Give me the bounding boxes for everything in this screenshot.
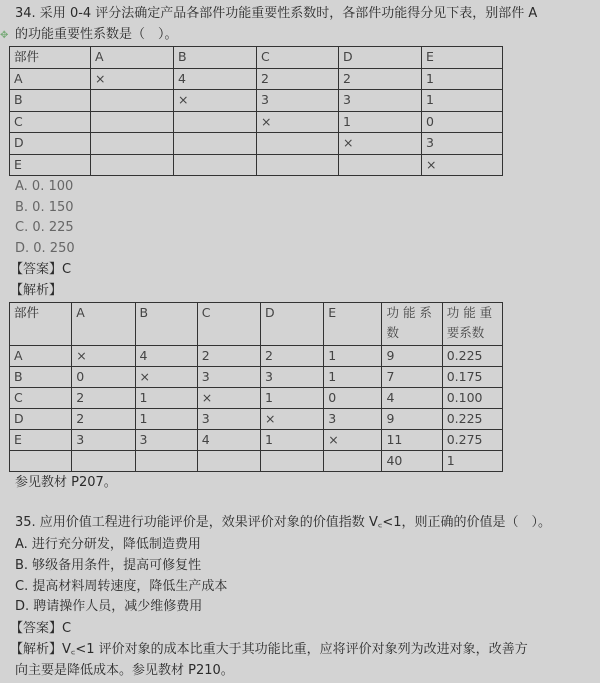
q35-analysis-line2: 向主要是降低成本。参见教材 P210。 <box>15 663 234 678</box>
table-header-row <box>10 47 503 69</box>
table-cell: × <box>197 388 260 409</box>
table-cell: × <box>422 154 503 176</box>
table-cell: 3 <box>339 90 422 112</box>
table-cell: E <box>422 47 503 69</box>
table-row <box>10 111 503 133</box>
table-row <box>10 133 503 155</box>
table-cell: 3 <box>197 409 260 430</box>
table-cell: × <box>135 367 197 388</box>
table-cell: 4 <box>382 388 442 409</box>
table-cell <box>91 111 174 133</box>
table-cell: C <box>197 303 260 346</box>
table-cell: 3 <box>197 367 260 388</box>
q34-analysis-label: 【解析】 <box>10 283 63 298</box>
q35-option-d: D. 聘请操作人员，减少维修费用 <box>15 599 203 614</box>
table-cell: B <box>174 47 257 69</box>
q34-option-b: B. 0. 150 <box>15 200 74 215</box>
table-cell: 4 <box>174 68 257 90</box>
table-row <box>10 451 503 472</box>
table-cell: 0 <box>422 111 503 133</box>
q34-option-d: D. 0. 250 <box>15 241 75 256</box>
table-cell: 2 <box>197 346 260 367</box>
q35-option-c: C. 提高材料周转速度，降低生产成本 <box>15 579 228 594</box>
table-cell: 功 能 重要系数 <box>442 303 502 346</box>
table-cell <box>197 451 260 472</box>
table-cell <box>91 154 174 176</box>
table-cell: 部件 <box>10 47 91 69</box>
table-cell: B <box>10 367 72 388</box>
q34-reference: 参见教材 P207。 <box>15 475 117 490</box>
table-cell: C <box>10 111 91 133</box>
table-cell: A <box>91 47 174 69</box>
table-cell: × <box>339 133 422 155</box>
table-cell: × <box>257 111 339 133</box>
table-cell: 0.275 <box>442 430 502 451</box>
table-cell: 0.225 <box>442 409 502 430</box>
table-cell: E <box>324 303 382 346</box>
table-cell <box>324 451 382 472</box>
table-move-handle-icon[interactable]: ✥ <box>0 30 9 41</box>
table-cell: 0 <box>72 367 135 388</box>
table-cell: × <box>72 346 135 367</box>
table-row <box>10 90 503 112</box>
table-cell <box>174 133 257 155</box>
table-cell: E <box>10 154 91 176</box>
table-cell: 3 <box>324 409 382 430</box>
table-cell: 7 <box>382 367 442 388</box>
table-cell: D <box>261 303 324 346</box>
table-cell: 4 <box>135 346 197 367</box>
table-cell: 9 <box>382 409 442 430</box>
table-cell: 40 <box>382 451 442 472</box>
table-row <box>10 68 503 90</box>
table-cell <box>261 451 324 472</box>
table-cell: 9 <box>382 346 442 367</box>
table-cell: B <box>135 303 197 346</box>
table-cell <box>91 133 174 155</box>
table-cell: × <box>261 409 324 430</box>
table-cell: 部件 <box>10 303 72 346</box>
table-cell: × <box>324 430 382 451</box>
table-cell: 3 <box>72 430 135 451</box>
table-cell: 0.100 <box>442 388 502 409</box>
table-cell <box>257 133 339 155</box>
table-row <box>10 367 503 388</box>
table-cell: E <box>10 430 72 451</box>
table-row <box>10 409 503 430</box>
table-cell: A <box>10 346 72 367</box>
table-row <box>10 388 503 409</box>
table-cell: A <box>72 303 135 346</box>
q34-score-table <box>9 46 503 176</box>
table-cell: 2 <box>339 68 422 90</box>
table-cell <box>135 451 197 472</box>
table-cell: 3 <box>257 90 339 112</box>
table-cell <box>10 451 72 472</box>
table-cell: × <box>174 90 257 112</box>
q35-option-a: A. 进行充分研发，降低制造费用 <box>15 537 201 552</box>
table-cell: B <box>10 90 91 112</box>
table-cell: 11 <box>382 430 442 451</box>
table-cell: 1 <box>135 388 197 409</box>
table-cell: 1 <box>261 430 324 451</box>
q34-analysis-table <box>9 302 503 472</box>
table-row <box>10 346 503 367</box>
q34-option-a: A. 0. 100 <box>15 179 74 194</box>
table-cell: D <box>10 409 72 430</box>
table-cell: 2 <box>261 346 324 367</box>
table-cell <box>91 90 174 112</box>
table-cell: 2 <box>72 388 135 409</box>
table-cell: A <box>10 68 91 90</box>
table-cell: 功 能 系数 <box>382 303 442 346</box>
table-cell: 2 <box>257 68 339 90</box>
table-row <box>10 154 503 176</box>
table-cell: × <box>91 68 174 90</box>
q34-stem-line2: 的功能重要性系数是（ ）。 <box>15 27 178 42</box>
q34-option-c: C. 0. 225 <box>15 220 74 235</box>
q34-stem-line1: 34. 采用 0-4 评分法确定产品各部件功能重要性系数时，各部件功能得分见下表，别部件 A <box>15 6 538 21</box>
q35-option-b: B. 够级备用条件，提高可修复性 <box>15 558 202 573</box>
table-cell: 4 <box>197 430 260 451</box>
q35-stem: 35. 应用价值工程进行功能评价是，效果评价对象的价值指数 V꜀<1，则正确的价值是（ ）。 <box>15 515 551 530</box>
q35-answer: 【答案】C <box>10 621 72 636</box>
table-cell <box>339 154 422 176</box>
table-cell <box>174 111 257 133</box>
table-cell: 0 <box>324 388 382 409</box>
table-cell: 1 <box>422 68 503 90</box>
table-cell: 0.175 <box>442 367 502 388</box>
table-cell: 1 <box>339 111 422 133</box>
table-cell <box>257 154 339 176</box>
table-cell: C <box>10 388 72 409</box>
q34-answer: 【答案】C <box>10 262 72 277</box>
table-cell: C <box>257 47 339 69</box>
table-cell: 3 <box>261 367 324 388</box>
table-cell <box>72 451 135 472</box>
table-cell: 1 <box>135 409 197 430</box>
table-cell: 1 <box>422 90 503 112</box>
table-cell: 3 <box>422 133 503 155</box>
table-header-row <box>10 303 503 346</box>
table-cell: 1 <box>324 367 382 388</box>
table-cell: 1 <box>324 346 382 367</box>
table-cell: 2 <box>72 409 135 430</box>
table-cell: D <box>339 47 422 69</box>
table-cell: 3 <box>135 430 197 451</box>
table-cell: 1 <box>261 388 324 409</box>
table-cell: D <box>10 133 91 155</box>
table-cell: 1 <box>442 451 502 472</box>
q35-analysis-line1: 【解析】V꜀<1 评价对象的成本比重大于其功能比重，应将评价对象列为改进对象，改善方 <box>10 642 528 657</box>
table-row <box>10 430 503 451</box>
table-cell <box>174 154 257 176</box>
table-cell: 0.225 <box>442 346 502 367</box>
